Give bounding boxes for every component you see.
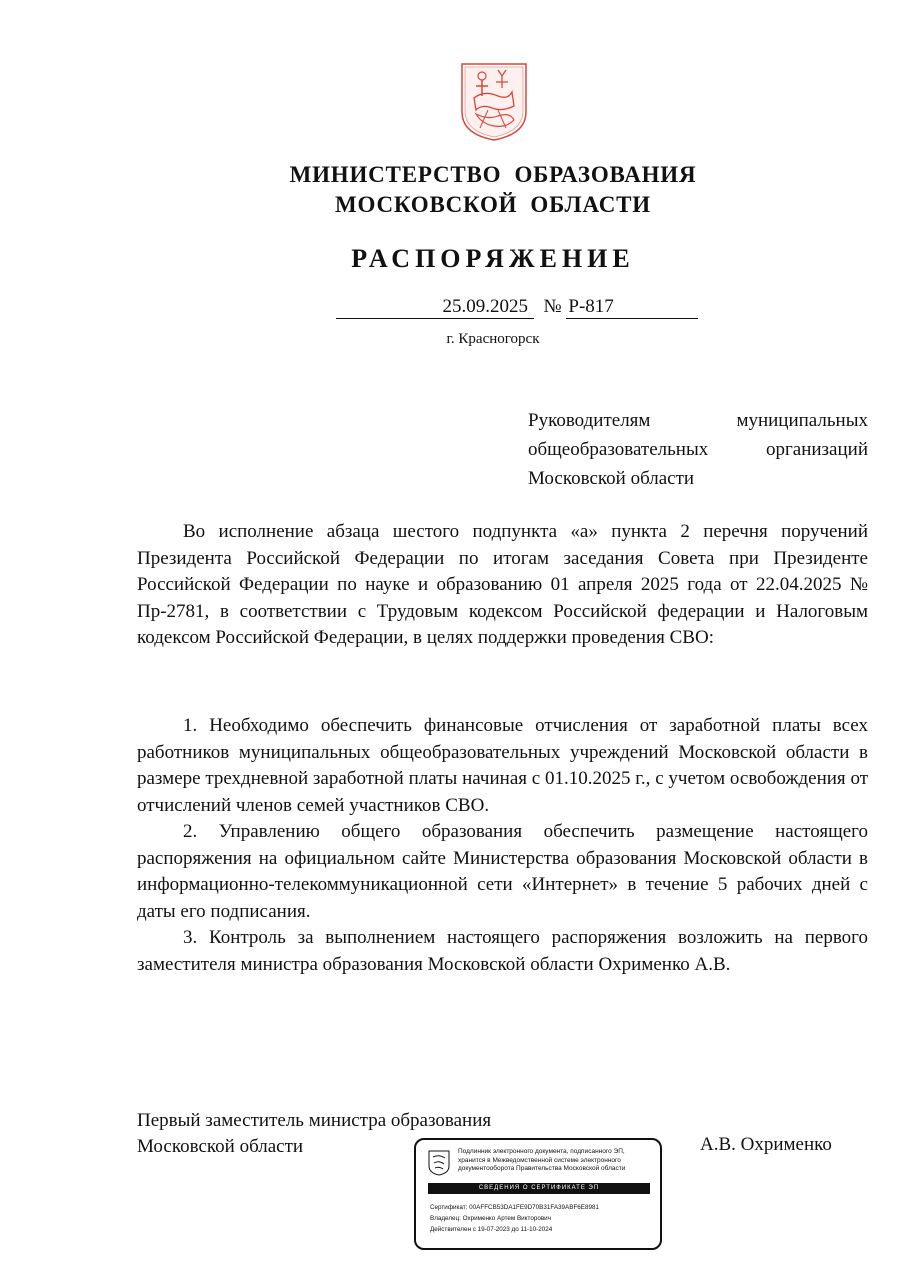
stamp-header-line3: документооборота Правительства Московской области [458, 1165, 626, 1172]
coat-of-arms-icon [458, 62, 530, 142]
intro-text: Во исполнение абзаца шестого подпункта «а» пункта 2 перечня поручений Президента Российской Федерации по итогам заседания Совета при Президенте Российской Федерации по науке и образованию 01 апреля 2025 года от 22.04.2025 № Пр-2781, в соответствии с Трудовым кодексом Российской федерации и Налоговым кодексом Российской Федерации, в целях поддержки проведения СВО: [137, 521, 868, 648]
ministry-name [0, 160, 906, 220]
stamp-header-line2: хранится в Межведомственной системе электронного [458, 1156, 621, 1164]
document-date: 25.09.2025 [442, 296, 528, 317]
signer-position-line2: Московской области [137, 1136, 304, 1157]
number-sign: № [543, 296, 562, 317]
date-number-line [336, 296, 698, 319]
stamp-owner: Владелец: Охрименко Артем Викторович [430, 1215, 551, 1222]
electronic-signature-stamp [414, 1138, 662, 1250]
order-items [137, 713, 868, 978]
stamp-certificate-id: Сертификат: 00AFFCB53DA1FE9D70B31FA39ABF6E8981 [430, 1204, 600, 1211]
intro-paragraph [137, 519, 868, 652]
order-item-3: 3. Контроль за выполнением настоящего распоряжения возложить на первого заместителя министра образования Московской области Охрименко А.В. [137, 927, 868, 975]
stamp-validity: Действителен с 19-07-2023 до 11-10-2024 [430, 1226, 553, 1233]
signer-name: А.В. Охрименко [700, 1134, 832, 1155]
ministry-line2: МОСКОВСКОЙ ОБЛАСТИ [335, 192, 651, 217]
stamp-coat-of-arms-icon [428, 1150, 450, 1176]
ministry-line1: МИНИСТЕРСТВО ОБРАЗОВАНИЯ [289, 162, 697, 187]
stamp-certificate-bar: СВЕДЕНИЯ О СЕРТИФИКАТЕ ЭП [428, 1183, 650, 1194]
order-item-1: 1. Необходимо обеспечить финансовые отчисления от заработной платы всех работников муниципальных общеобразовательных учреждений Московской области в размере трехдневной заработной платы начиная с 01.10.2025 г., с учетом освобождения от отчислений членов семей участников СВО. [137, 715, 868, 816]
order-item-2: 2. Управлению общего образования обеспечить размещение настоящего распоряжения на официальном сайте Министерства образования Московской области в информационно-телекоммуникационной сети «Интернет» в течение 5 рабочих дней с даты его подписания. [137, 821, 868, 922]
stamp-certificate-info [430, 1202, 654, 1235]
addressee-block: Руководителям муниципальных общеобразовательных организаций Московской области [528, 410, 868, 489]
stamp-header [458, 1148, 654, 1174]
stamp-header-line1: Подлинник электронного документа, подписанного ЭП, [458, 1148, 625, 1155]
signer-position-line1: Первый заместитель министра образования [137, 1110, 492, 1131]
document-type-title: РАСПОРЯЖЕНИЕ [351, 244, 635, 273]
document-number: Р-817 [568, 296, 614, 317]
document-city: г. Красногорск [446, 331, 540, 347]
